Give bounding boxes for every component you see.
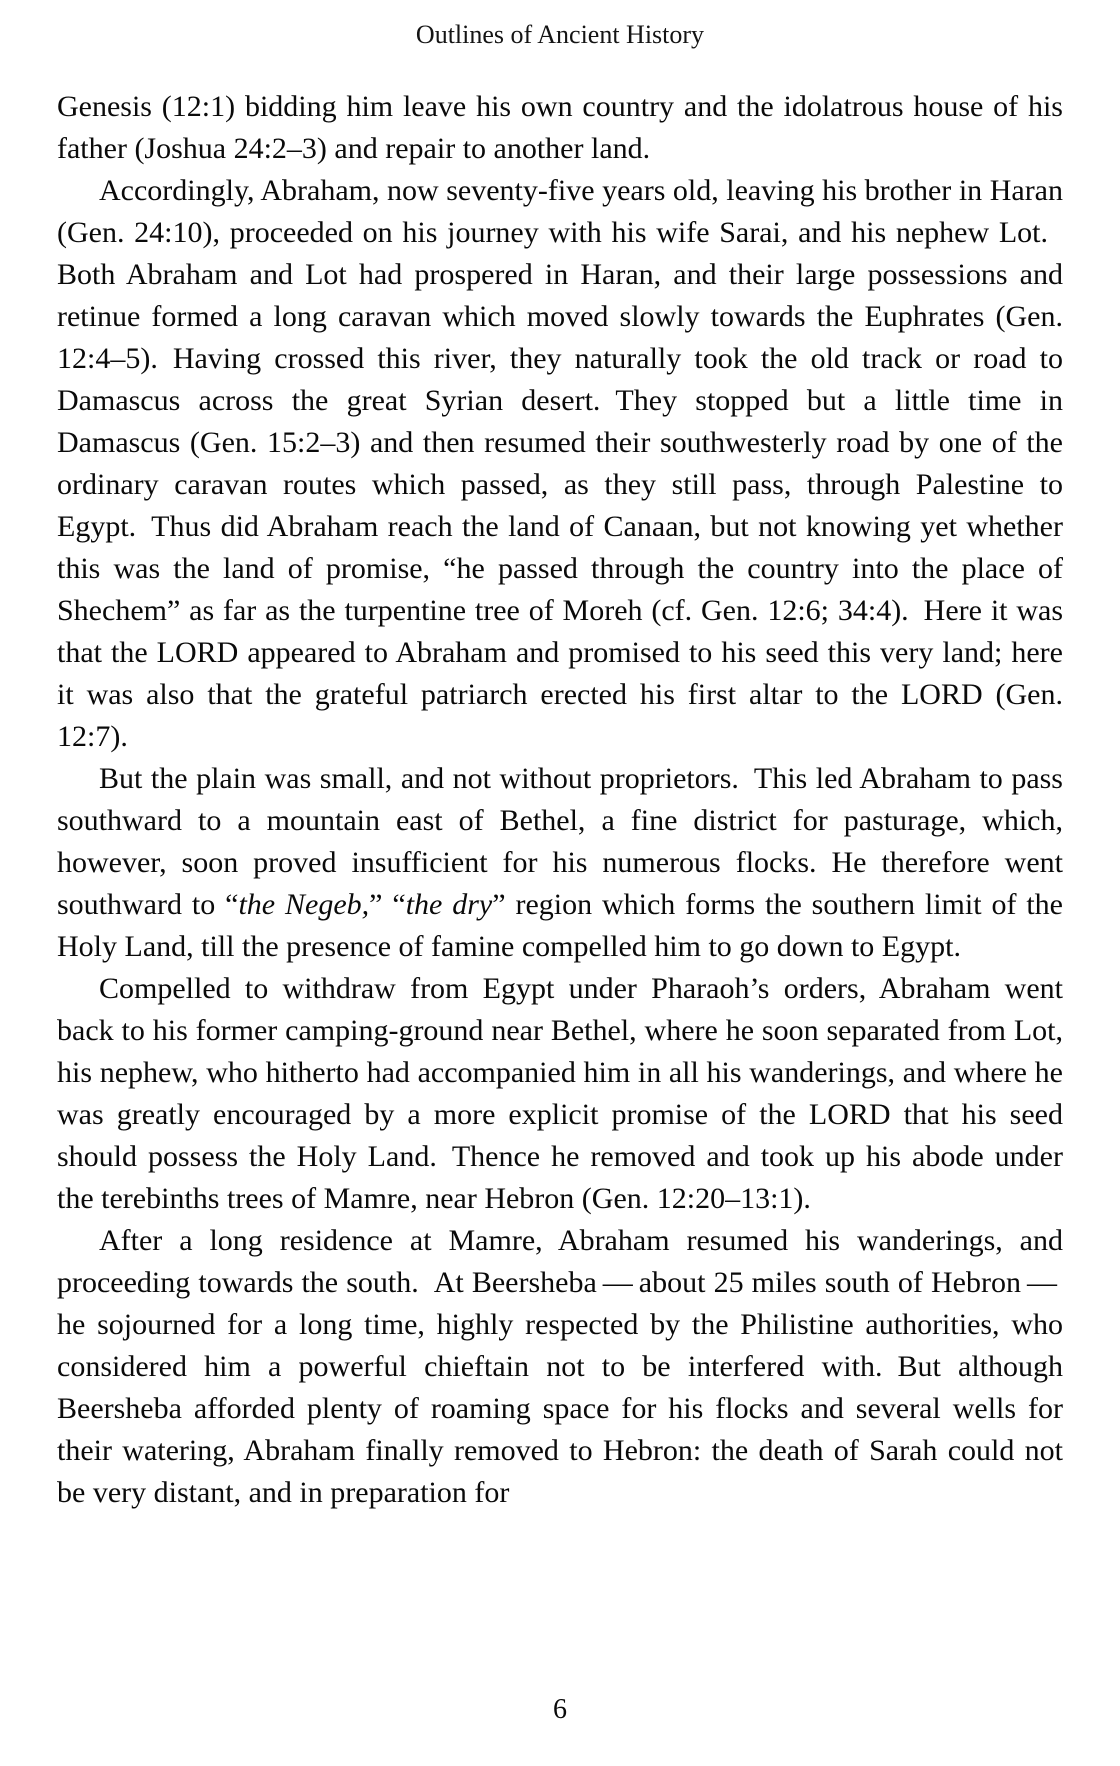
text-run: ” region which forms the southern limit of the Holy Land, till the presence of famine compelled him to go down to Egypt. [57,888,1063,963]
text-run: Compelled to withdraw from Egypt under Pharaoh’s orders, Abraham went back to his former camping-ground near Bethel, where he soon separated from Lot, his nephew, who hitherto had accompanied him in all his wanderings, and where he was greatly encouraged by a more explicit promise of the LORD that his seed should possess the Holy Land. Thence he removed and took up his abode under the terebinths trees of Mamre, near Hebron (Gen. 12:20–13:1). [57,972,1063,1215]
paragraph [57,170,1063,758]
paragraph [57,86,1063,170]
page-number: 6 [553,1694,567,1725]
text-run: After a long residence at Mamre, Abraham resumed his wanderings, and proceeding towards the south. At Beersheba — about 25 miles south of Hebron — he sojourned for a long time, highly respected by the Philistine authorities, who considered him a powerful chieftain not to be interfered with. But although Beersheba afforded plenty of roaming space for his flocks and several wells for their watering, Abraham finally removed to Hebron: the death of Sarah could not be very distant, and in preparation for [57,1224,1063,1509]
text-run: Accordingly, Abraham, now seventy-five years old, leaving his brother in Haran (Gen. 24:10), proceeded on his journey with his wife Sarai, and his nephew Lot. Both Abraham and Lot had prospered in Haran, and their large possessions and retinue formed a long caravan which moved slowly towards the Euphrates (Gen. 12:4–5). Having crossed this river, they naturally took the old track or road to Damascus across the great Syrian desert. They stopped but a little time in Damascus (Gen. 15:2–3) and then resumed their southwesterly road by one of the ordinary caravan routes which passed, as they still pass, through Palestine to Egypt. Thus did Abraham reach the land of Canaan, but not knowing yet whether this was the land of promise, “he passed through the country into the place of Shechem” as far as the turpentine tree of Moreh (cf. Gen. 12:6; 34:4). Here it was that the LORD appeared to Abraham and promised to his seed this very land; here it was also that the grateful patriarch erected his first altar to the LORD (Gen. 12:7). [57,174,1063,753]
text-run: Genesis (12:1) bidding him leave his own country and the idolatrous house of his father (Joshua 24:2–3) and repair to another land. [57,90,1063,165]
running-head-title: Outlines of Ancient History [415,20,705,49]
paragraph [57,758,1063,968]
text-run: But the plain was small, and not without proprietors. This led Abraham to pass southward to a mountain east of Bethel, a fine district for pasturage, which, however, soon proved insufficient for his numerous flocks. He therefore went southward to “ [57,762,1063,921]
italic-text-run: the Negeb, [238,888,370,921]
paragraph [57,1220,1063,1514]
page-body [57,86,1063,1514]
italic-text-run: the dry [405,888,493,921]
text-run: ” “ [369,888,406,921]
running-head [0,20,1120,50]
paragraph [57,968,1063,1220]
